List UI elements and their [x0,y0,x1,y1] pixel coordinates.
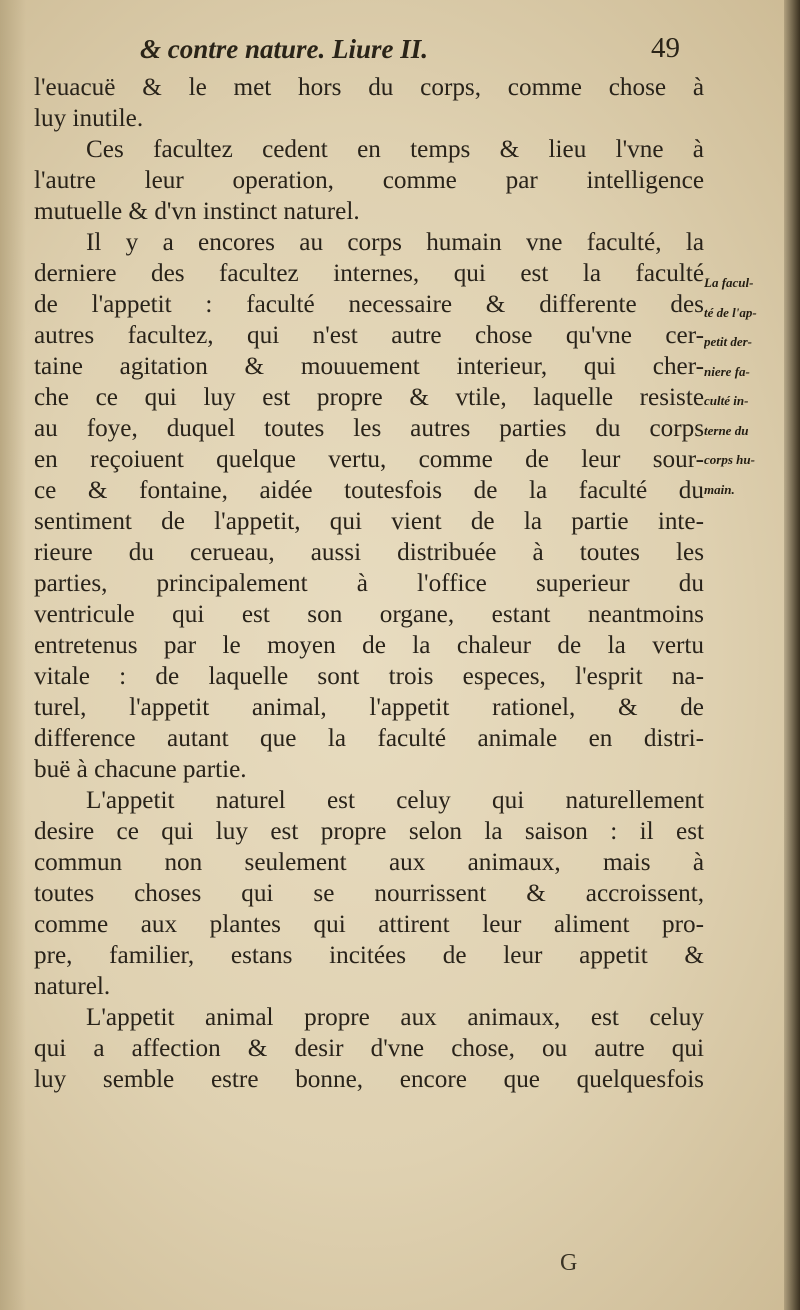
text-line: qui a affection & desir d'vne chose, ou autre qui [34,1035,704,1062]
text-line: au foye, duquel toutes les autres parties du corps [34,415,704,442]
text-line: desire ce qui luy est propre selon la saison : il est [34,818,704,845]
text-line: buë à chacune partie. [34,756,247,783]
margin-note-line: main. [704,481,735,497]
text-line: Ces facultez cedent en temps & lieu l'vne à [86,136,704,163]
text-line: vitale : de laquelle sont trois especes, l'esprit na- [34,663,704,690]
text-line: luy semble estre bonne, encore que quelquesfois [34,1066,704,1093]
margin-note-line: corps hu- [704,452,755,467]
margin-note-line: terne du [704,422,749,438]
text-line: derniere des facultez internes, qui est la faculté [34,260,704,287]
page-edge-shadow [784,0,800,1310]
text-line: luy inutile. [34,105,144,132]
text-line: turel, l'appetit animal, l'appetit rationel, & de [34,694,704,721]
text-line: entretenus par le moyen de la chaleur de la vertu [34,632,704,659]
text-line: che ce qui luy est propre & vtile, laquelle resiste [34,384,704,411]
page-number: 49 [651,32,680,64]
text-line: l'autre leur operation, comme par intelligence [34,167,704,194]
body-text [34,72,704,1095]
margin-note-line: niere fa- [704,363,750,379]
text-line: autres facultez, qui n'est autre chose qu'vne cer- [34,322,704,349]
text-line: L'appetit naturel est celuy qui naturellement [86,787,704,814]
text-line: parties, principalement à l'office superieur du [34,570,704,597]
text-line: commun non seulement aux animaux, mais à [34,849,704,876]
text-line: pre, familier, estans incitées de leur appetit & [34,942,704,969]
text-line: naturel. [34,973,111,1000]
signature-mark: G [560,1250,578,1276]
text-line: Il y a encores au corps humain vne faculté, la [86,229,704,256]
margin-note-line: culté in- [704,393,749,408]
margin-note-line: té de l'ap- [704,304,757,320]
text-line: L'appetit animal propre aux animaux, est celuy [86,1004,704,1031]
text-line: toutes choses qui se nourrissent & accroissent, [34,880,704,907]
text-line: comme aux plantes qui attirent leur aliment pro- [34,911,704,938]
text-line: en reçoiuent quelque vertu, comme de leur sour- [34,446,704,473]
text-line: taine agitation & mouuement interieur, qui cher- [34,353,704,380]
margin-note-line: La facul- [704,275,754,290]
running-title: & contre nature. Liure II. [140,34,429,64]
margin-note-line: petit der- [704,334,753,349]
margin-note [704,268,784,504]
text-line: difference autant que la faculté animale en distri- [34,725,704,752]
text-line: ventricule qui est son organe, estant neantmoins [34,601,704,628]
page-header [140,34,680,74]
text-line: ce & fontaine, aidée toutesfois de la faculté du [34,477,704,504]
text-line: de l'appetit : faculté necessaire & differente des [34,291,704,318]
text-line: l'euacuë & le met hors du corps, comme chose à [34,74,704,101]
page-gutter-shadow [0,0,26,1310]
text-line: mutuelle & d'vn instinct naturel. [34,198,360,225]
text-line: rieure du cerueau, aussi distribuée à toutes les [34,539,704,566]
text-line: sentiment de l'appetit, qui vient de la partie inte- [34,508,704,535]
